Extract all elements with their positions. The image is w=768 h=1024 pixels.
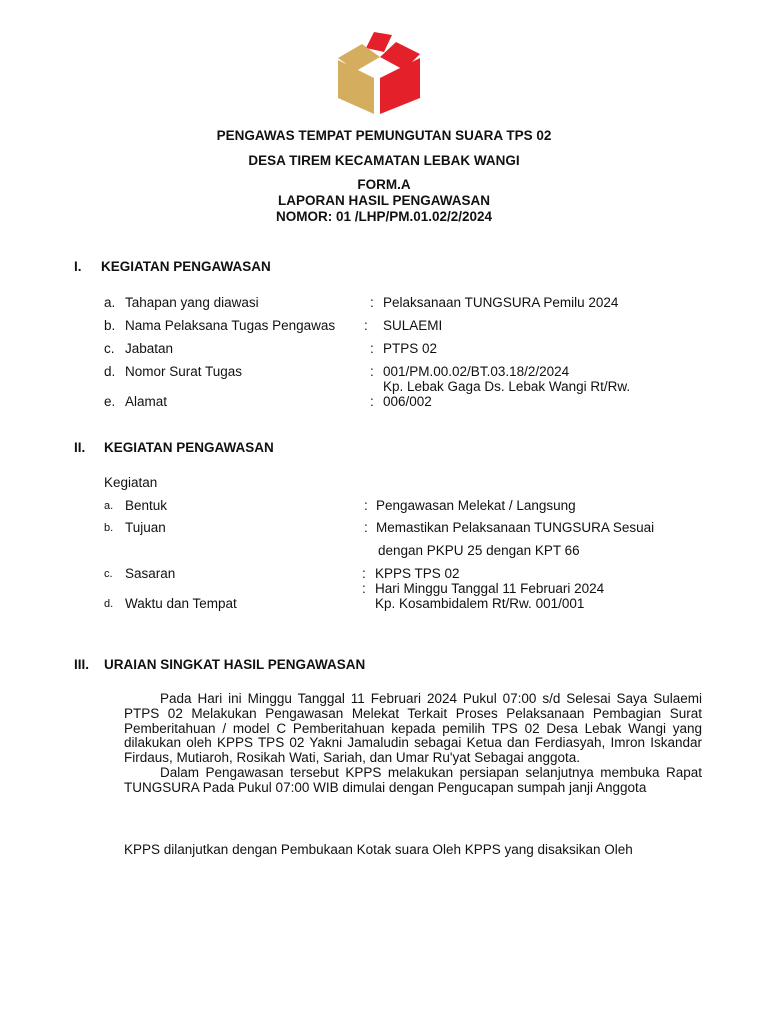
row-label: Bentuk xyxy=(125,498,168,513)
row-colon: : xyxy=(362,566,366,581)
row-colon: : xyxy=(370,295,374,310)
section-2-title: KEGIATAN PENGAWASAN xyxy=(104,440,274,455)
row-value: PTPS 02 xyxy=(383,341,438,356)
row-letter: a. xyxy=(104,500,114,512)
row-letter: d. xyxy=(104,598,114,610)
section-2-intro: Kegiatan xyxy=(104,475,158,490)
section-1-title: KEGIATAN PENGAWASAN xyxy=(101,259,271,274)
section-2-row-d-colon: : xyxy=(362,581,366,596)
section-3-body xyxy=(124,692,702,796)
section-3-title: URAIAN SINGKAT HASIL PENGAWASAN xyxy=(104,657,366,672)
section-2-row-b-value-line2: dengan PKPU 25 dengan KPT 66 xyxy=(378,543,580,558)
header-institution: PENGAWAS TEMPAT PEMUNGUTAN SUARA TPS 02 xyxy=(216,128,552,143)
row-value: SULAEMI xyxy=(383,318,443,333)
row-colon: : xyxy=(364,520,368,535)
section-1-row-e-value-line1: Kp. Lebak Gaga Ds. Lebak Wangi Rt/Rw. xyxy=(383,379,631,394)
row-letter: b. xyxy=(104,318,116,333)
row-letter: c. xyxy=(104,568,113,580)
section-1-number: I. xyxy=(74,259,82,274)
row-colon: : xyxy=(370,341,374,356)
row-value: Kp. Kosambidalem Rt/Rw. 001/001 xyxy=(375,596,585,611)
section-2-row-d-value-line1: Hari Minggu Tanggal 11 Februari 2024 xyxy=(375,581,605,596)
row-value: KPPS TPS 02 xyxy=(375,566,460,581)
row-value: 001/PM.00.02/BT.03.18/2/2024 xyxy=(383,364,570,379)
row-label: Waktu dan Tempat xyxy=(125,596,237,611)
section-3-number: III. xyxy=(74,657,90,672)
header-location: DESA TIREM KECAMATAN LEBAK WANGI xyxy=(248,153,520,168)
row-value: Pengawasan Melekat / Langsung xyxy=(376,498,576,513)
row-value: Pelaksanaan TUNGSURA Pemilu 2024 xyxy=(383,295,619,310)
paragraph-3: KPPS dilanjutkan dengan Pembukaan Kotak suara Oleh KPPS yang disaksikan Oleh xyxy=(124,842,633,857)
header-report-title: LAPORAN HASIL PENGAWASAN xyxy=(277,193,491,208)
bawaslu-ballot-box-logo xyxy=(334,32,424,116)
row-label: Tujuan xyxy=(125,520,166,535)
row-label: Alamat xyxy=(125,394,168,409)
row-letter: c. xyxy=(104,341,115,356)
row-value: 006/002 xyxy=(383,394,432,409)
row-label: Tahapan yang diawasi xyxy=(125,295,259,310)
section-2-number: II. xyxy=(74,440,86,455)
logo-red-flap xyxy=(366,32,392,52)
row-label: Sasaran xyxy=(125,566,176,581)
row-value: Memastikan Pelaksanaan TUNGSURA Sesuai xyxy=(376,520,655,535)
row-letter: a. xyxy=(104,295,116,310)
row-label: Nomor Surat Tugas xyxy=(125,364,243,379)
row-colon: : xyxy=(370,394,374,409)
row-colon: : xyxy=(364,498,368,513)
row-colon: : xyxy=(370,364,374,379)
row-label: Jabatan xyxy=(125,341,174,356)
paragraph-1: Pada Hari ini Minggu Tanggal 11 Februari 2024 Pukul 07:00 s/d Selesai Saya Sulaemi PTPS 02 Melakukan Pengawasan Melekat Terkait Proses Pelaksanaan Pembagian Surat Pemberitahuan / model C Pemberitahuan kepada pemilih TPS 02 Desa Lebak Wangi yang dilakukan oleh KPPS TPS 02 Yakni Jamaludin sebagai Ketua dan Ferdiasyah, Imron Iskandar Firdaus, Mutiaroh, Rosikah Wati, Sariah, dan Umar Ru'yat Sebagai anggota. xyxy=(124,691,702,766)
row-letter: d. xyxy=(104,364,116,379)
header-form: FORM.A xyxy=(357,177,411,192)
row-letter: e. xyxy=(104,394,116,409)
header-number: NOMOR: 01 /LHP/PM.01.02/2/2024 xyxy=(275,209,493,224)
row-label: Nama Pelaksana Tugas Pengawas xyxy=(125,318,336,333)
row-letter: b. xyxy=(104,522,114,534)
row-colon: : xyxy=(364,318,368,333)
paragraph-2: Dalam Pengawasan tersebut KPPS melakukan persiapan selanjutnya membuka Rapat TUNGSURA Pada Pukul 07:00 WIB dimulai dengan Pengucapan sumpah janji Anggota xyxy=(124,764,702,795)
